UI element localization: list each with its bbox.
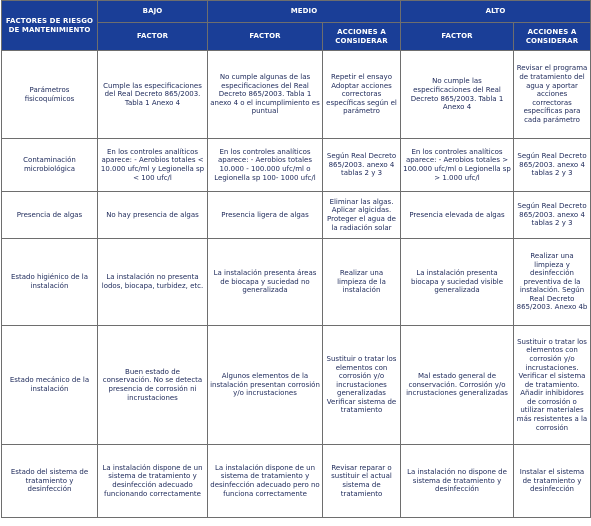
- table-row: [2, 51, 591, 139]
- alto-factor-cell: Presencia elevada de algas: [401, 192, 514, 239]
- bajo-factor-cell: No hay presencia de algas: [98, 192, 208, 239]
- table-row: [2, 192, 591, 239]
- header-level-alto: ALTO: [401, 1, 591, 23]
- alto-acciones-cell: Realizar una limpieza y desinfección preventiva de la instalación. Según Real Decreto 865/2003. Anexo 4b: [514, 239, 591, 326]
- medio-factor-cell: Presencia ligera de algas: [208, 192, 323, 239]
- header-alto-acciones: ACCIONES A CONSIDERAR: [514, 23, 591, 51]
- medio-factor-cell: La instalación presenta áreas de biocapa y suciedad no generalizada: [208, 239, 323, 326]
- risk-factor-name: Parámetros fisicoquímicos: [2, 51, 98, 139]
- medio-acciones-cell: Según Real Decreto 865/2003. anexo 4 tablas 2 y 3: [323, 139, 401, 192]
- bajo-factor-cell: Buen estado de conservación. No se detecta presencia de corrosión ni incrustaciones: [98, 326, 208, 445]
- alto-factor-cell: La instalación no dispone de sistema de tratamiento y desinfección: [401, 445, 514, 518]
- alto-acciones-cell: Sustituir o tratar los elementos con corrosión y/o incrustaciones. Verificar el sistema de tratamiento. Añadir inhibidores de corrosión o utilizar materiales más resistentes a la corrosión: [514, 326, 591, 445]
- bajo-factor-cell: Cumple las especificaciones del Real Decreto 865/2003. Tabla 1 Anexo 4: [98, 51, 208, 139]
- header-medio-factor: FACTOR: [208, 23, 323, 51]
- table-row: [2, 326, 591, 445]
- risk-factor-table: [1, 0, 591, 518]
- alto-factor-cell: La instalación presenta biocapa y suciedad visible generalizada: [401, 239, 514, 326]
- medio-factor-cell: La instalación dispone de un sistema de tratamiento y desinfección adecuado pero no funciona correctamente: [208, 445, 323, 518]
- header-risk-factors: FACTORES DE RIESGO DE MANTENIMIENTO: [2, 1, 98, 51]
- bajo-factor-cell: La instalación dispone de un sistema de tratamiento y desinfección adecuado funcionando correctamente: [98, 445, 208, 518]
- table-row: [2, 139, 591, 192]
- alto-acciones-cell: Según Real Decreto 865/2003. anexo 4 tablas 2 y 3: [514, 139, 591, 192]
- medio-acciones-cell: Realizar una limpieza de la instalación: [323, 239, 401, 326]
- table-row: [2, 445, 591, 518]
- alto-acciones-cell: Según Real Decreto 865/2003. anexo 4 tablas 2 y 3: [514, 192, 591, 239]
- risk-factor-name: Estado higiénico de la instalación: [2, 239, 98, 326]
- header-alto-factor: FACTOR: [401, 23, 514, 51]
- alto-acciones-cell: Revisar el programa de tratamiento del agua y aportar acciones correctoras específicas para cada parámetro: [514, 51, 591, 139]
- header-medio-acciones: ACCIONES A CONSIDERAR: [323, 23, 401, 51]
- medio-acciones-cell: Revisar reparar o sustituir el actual sistema de tratamiento: [323, 445, 401, 518]
- medio-acciones-cell: Sustituir o tratar los elementos con corrosión y/o incrustaciones generalizadas Verificar sistema de tratamiento: [323, 326, 401, 445]
- alto-factor-cell: No cumple las especificaciones del Real Decreto 865/2003. Tabla 1 Anexo 4: [401, 51, 514, 139]
- medio-factor-cell: En los controles analíticos aparece: - Aerobios totales 10.000 - 100.000 ufc/ml o Legionella sp 100- 1000 ufc/l: [208, 139, 323, 192]
- header-bajo-factor: FACTOR: [98, 23, 208, 51]
- medio-factor-cell: No cumple algunas de las especificaciones del Real Decreto 865/2003. Tabla 1 anexo 4 o el incumplimiento es puntual: [208, 51, 323, 139]
- risk-factor-name: Estado del sistema de tratamiento y desinfección: [2, 445, 98, 518]
- header-level-medio: MEDIO: [208, 1, 401, 23]
- bajo-factor-cell: En los controles analíticos aparece: - Aerobios totales < 10.000 ufc/ml y Legionella sp < 100 ufc/l: [98, 139, 208, 192]
- alto-factor-cell: Mal estado general de conservación. Corrosión y/o incrustaciones generalizadas: [401, 326, 514, 445]
- alto-factor-cell: En los controles analíticos aparece: - Aerobios totales > 100.000 ufc/ml o Legionella sp > 1.000 ufc/l: [401, 139, 514, 192]
- risk-factor-name: Presencia de algas: [2, 192, 98, 239]
- bajo-factor-cell: La instalación no presenta lodos, biocapa, turbidez, etc.: [98, 239, 208, 326]
- risk-factor-name: Contaminación microbiológica: [2, 139, 98, 192]
- table-row: [2, 239, 591, 326]
- risk-factor-name: Estado mecánico de la instalación: [2, 326, 98, 445]
- alto-acciones-cell: Instalar el sistema de tratamiento y desinfección: [514, 445, 591, 518]
- medio-acciones-cell: Repetir el ensayo Adoptar acciones correctoras específicas según el parámetro: [323, 51, 401, 139]
- header-level-bajo: BAJO: [98, 1, 208, 23]
- medio-acciones-cell: Eliminar las algas. Aplicar algicidas. Proteger el agua de la radiación solar: [323, 192, 401, 239]
- medio-factor-cell: Algunos elementos de la instalación presentan corrosión y/o incrustaciones: [208, 326, 323, 445]
